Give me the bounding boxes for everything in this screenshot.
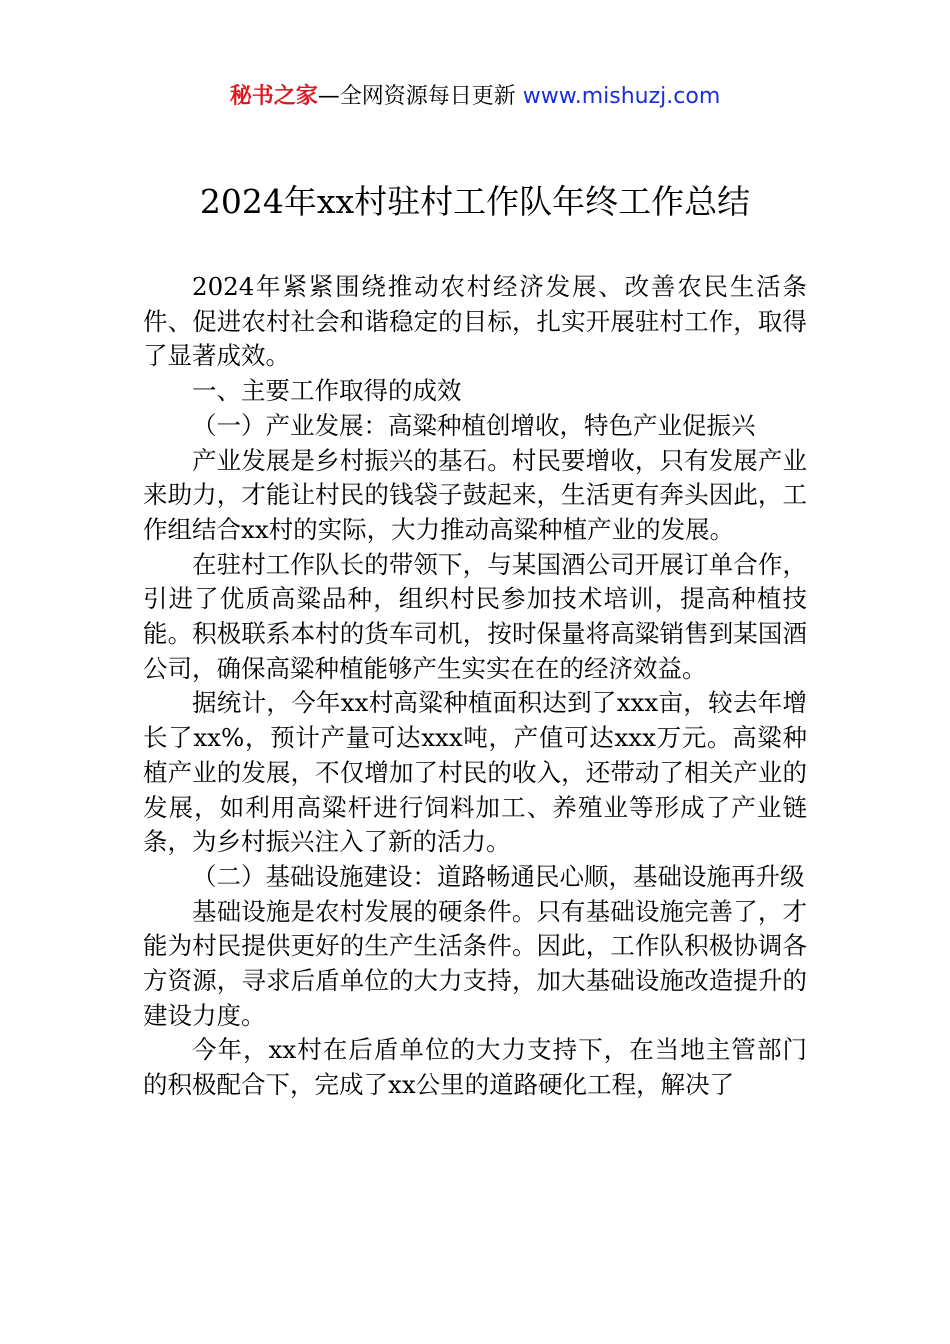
- paragraph: 产业发展是乡村振兴的基石。村民要增收，只有发展产业来助力，才能让村民的钱袋子鼓起来，生活更有奔头因此，工作组结合xx村的实际，大力推动高粱种植产业的发展。: [143, 445, 807, 544]
- site-brand: 秘书之家: [229, 84, 318, 109]
- paragraph: 今年，xx村在后盾单位的大力支持下，在当地主管部门的积极配合下，完成了xx公里的道路硬化工程，解决了: [143, 1035, 807, 1100]
- subsection-heading: （一）产业发展：高粱种植创增收，特色产业促振兴: [192, 410, 756, 440]
- site-header: [0, 80, 950, 114]
- site-slogan: —全网资源每日更新: [317, 84, 523, 109]
- paragraph: 在驻村工作队长的带领下，与某国酒公司开展订单合作，引进了优质高粱品种，组织村民参加技术培训，提高种植技能。积极联系本村的货车司机，按时保量将高粱销售到某国酒公司，确保高粱种植能够产生实实在在的经济效益。: [143, 549, 807, 683]
- paragraph: 据统计，今年xx村高粱种植面积达到了xxx亩，较去年增长了xx%，预计产量可达xxx吨，产值可达xxx万元。高粱种植产业的发展，不仅增加了村民的收入，还带动了相关产业的发展，如利用高粱杆进行饲料加工、养殖业等形成了产业链条，为乡村振兴注入了新的活力。: [143, 688, 807, 857]
- paragraph: 基础设施是农村发展的硬条件。只有基础设施完善了，才能为村民提供更好的生产生活条件。因此，工作队积极协调各方资源，寻求后盾单位的大力支持，加大基础设施改造提升的建设力度。: [143, 896, 807, 1030]
- document-title: 2024年xx村驻村工作队年终工作总结: [199, 182, 751, 221]
- subsection-heading: （二）基础设施建设：道路畅通民心顺，基础设施再升级: [192, 861, 805, 891]
- document-body: [143, 270, 807, 1103]
- paragraph-intro: 2024年紧紧围绕推动农村经济发展、改善农民生活条件、促进农村社会和谐稳定的目标，扎实开展驻村工作，取得了显著成效。: [143, 272, 807, 371]
- site-url-link[interactable]: www.mishuzj.com: [522, 84, 721, 109]
- section-heading: 一、主要工作取得的成效: [192, 376, 462, 406]
